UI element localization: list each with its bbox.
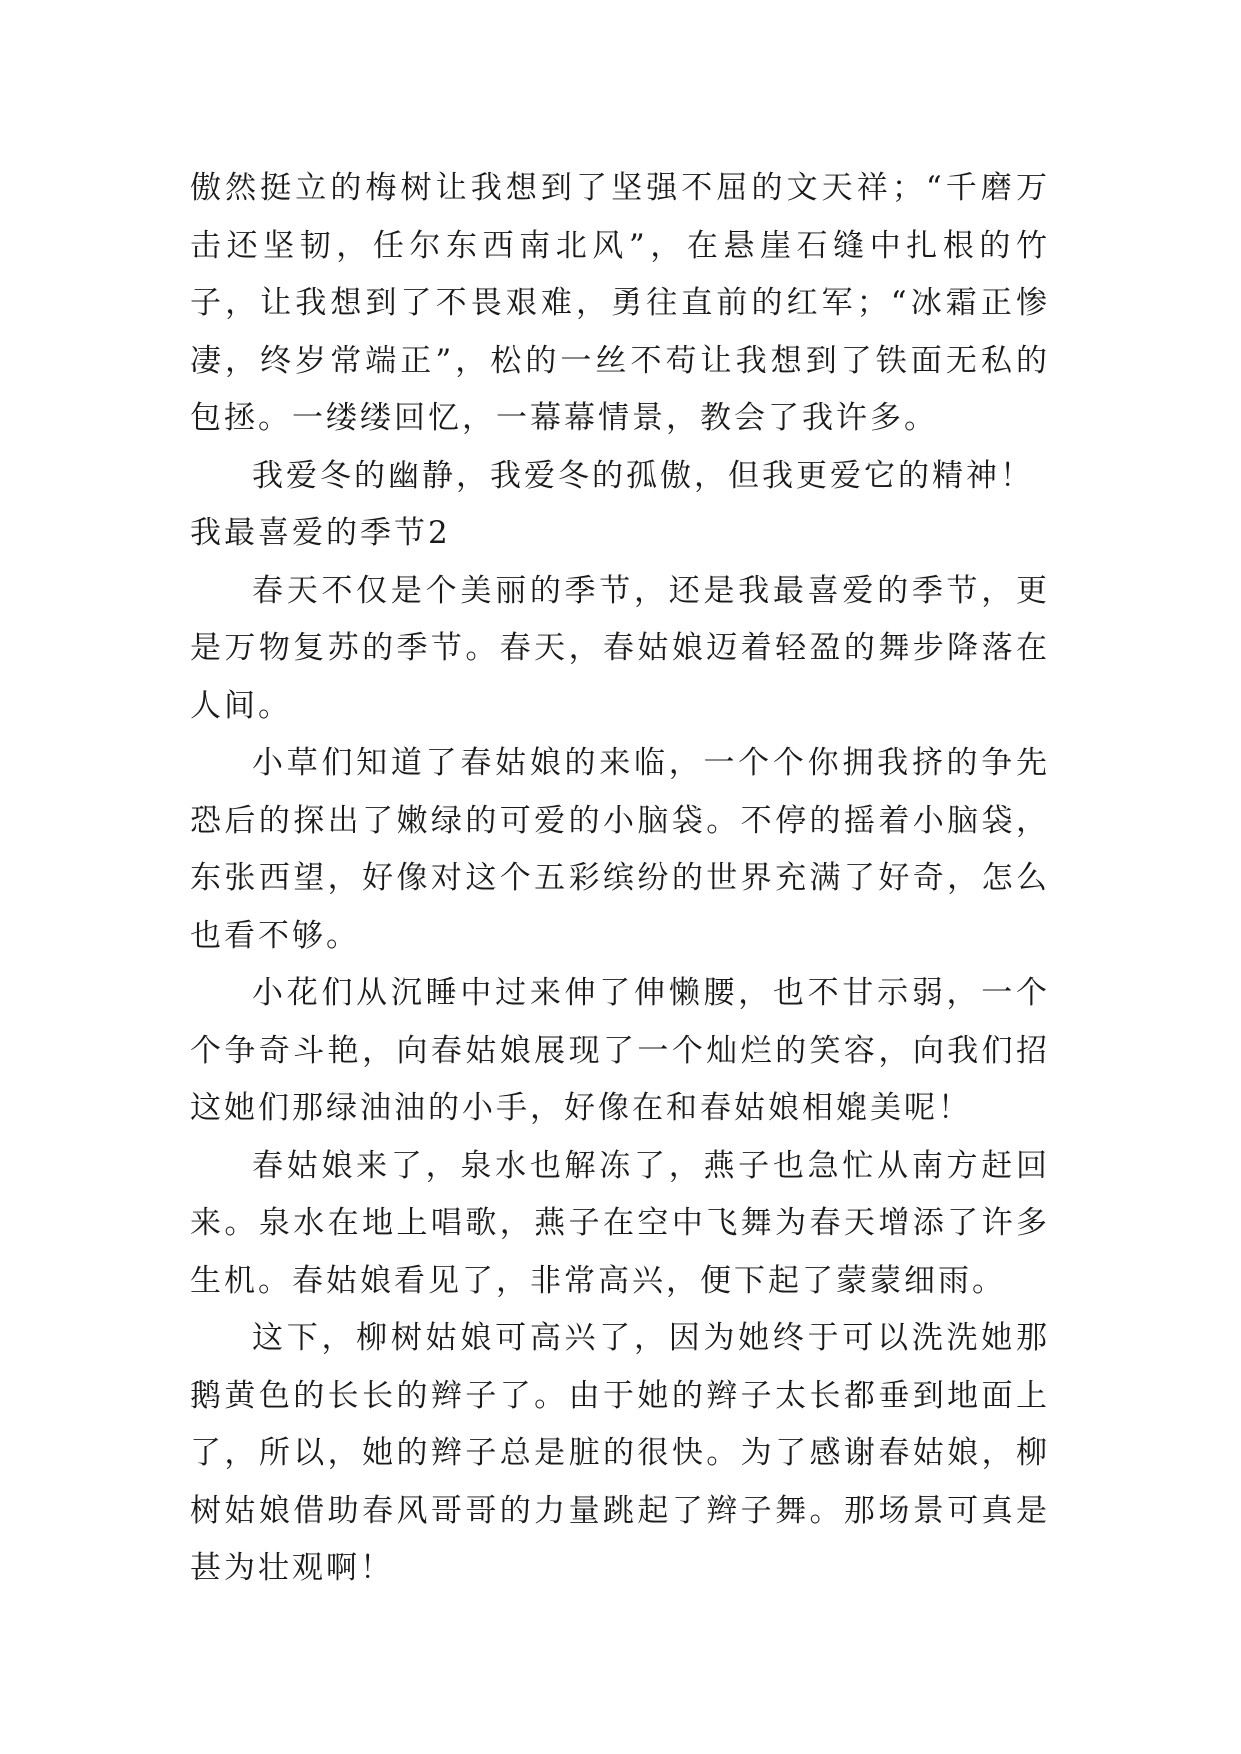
- paragraph: 春天不仅是个美丽的季节，还是我最喜爱的季节，更是万物复苏的季节。春天，春姑娘迈着轻盈的舞步降落在人间。: [190, 572, 1050, 724]
- paragraph: 小花们从沉睡中过来伸了伸懒腰，也不甘示弱，一个个争奇斗艳，向春姑娘展现了一个灿烂的笑容，向我们招这她们那绿油油的小手，好像在和春姑娘相媲美呢！: [190, 975, 1050, 1126]
- paragraph: 这下，柳树姑娘可高兴了，因为她终于可以洗洗她那鹅黄色的长长的辫子了。由于她的辫子太长都垂到地面上了，所以，她的辫子总是脏的很快。为了感谢春姑娘，柳树姑娘借助春风哥哥的力量跳起了辫子舞。那场景可真是甚为壮观啊！: [190, 1320, 1050, 1586]
- paragraph: 我爱冬的幽静，我爱冬的孤傲，但我更爱它的精神！: [252, 457, 1034, 494]
- section-heading: 我最喜爱的季节2: [190, 515, 451, 551]
- paragraph-continuation: 傲然挺立的梅树让我想到了坚强不屈的文天祥；“千磨万击还坚韧，任尔东西南北风”，在悬崖石缝中扎根的竹子，让我想到了不畏艰难，勇往直前的红军；“冰霜正惨凄，终岁常端正”，松的一丝不苟让我想到了铁面无私的包拯。一缕缕回忆，一幕幕情景，教会了我许多。: [190, 170, 1050, 436]
- paragraph: 小草们知道了春姑娘的来临，一个个你拥我挤的争先恐后的探出了嫩绿的可爱的小脑袋。不停的摇着小脑袋，东张西望，好像对这个五彩缤纷的世界充满了好奇，怎么也看不够。: [190, 745, 1050, 954]
- document-body: [190, 160, 1050, 1598]
- paragraph: 春姑娘来了，泉水也解冻了，燕子也急忙从南方赶回来。泉水在地上唱歌，燕子在空中飞舞为春天增添了许多生机。春姑娘看见了，非常高兴，便下起了蒙蒙细雨。: [190, 1147, 1050, 1299]
